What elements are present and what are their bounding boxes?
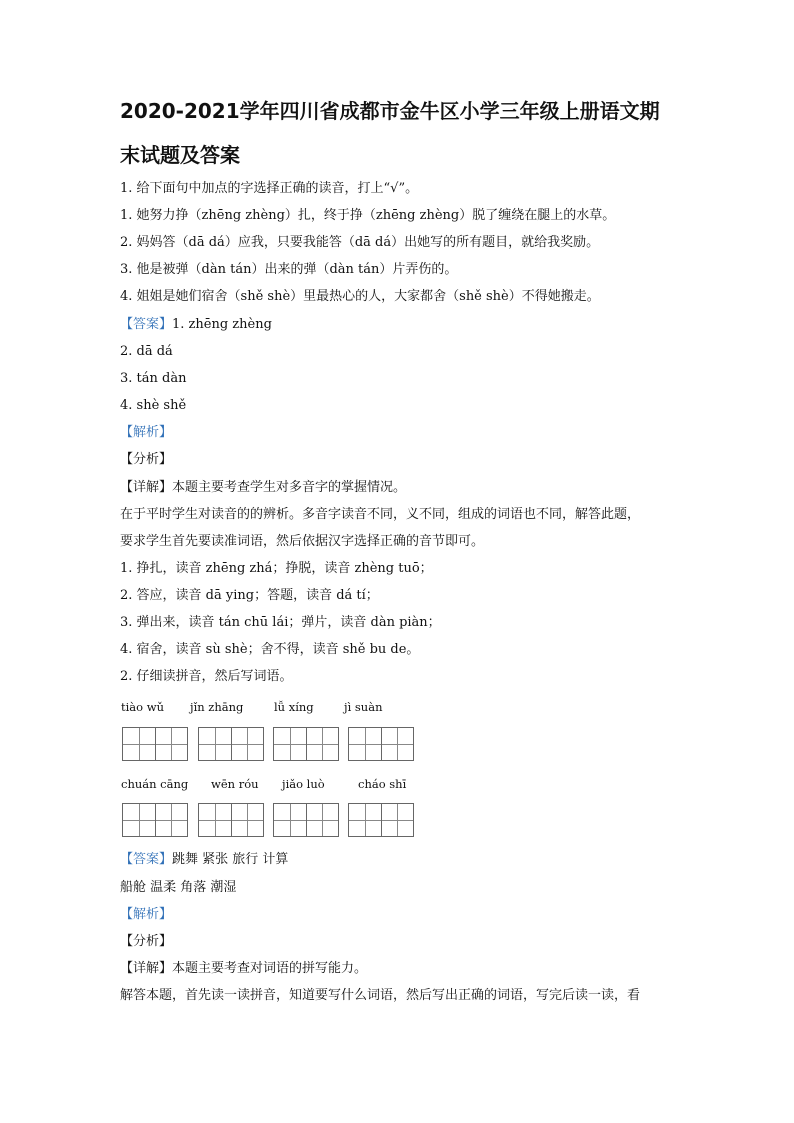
analysis-label: 【解析】: [120, 425, 173, 440]
fenxi-label: 【分析】: [120, 934, 173, 949]
pinyin-label: chuán cāng: [121, 777, 189, 791]
writing-box-group[interactable]: [348, 727, 414, 761]
analysis-label: 【解析】: [120, 907, 173, 922]
question-1-stem: 1. 给下面句中加点的字选择正确的读音，打上“√”。: [120, 181, 419, 196]
writing-box-group[interactable]: [198, 727, 264, 761]
writing-cell[interactable]: [307, 727, 340, 761]
writing-cell[interactable]: [382, 727, 415, 761]
writing-cell[interactable]: [348, 803, 382, 837]
pinyin-label: jǐn zhāng: [190, 700, 244, 714]
detail-text: 本题主要考查学生对多音字的掌握情况。: [172, 480, 407, 495]
writing-cell[interactable]: [232, 727, 265, 761]
writing-cell[interactable]: [307, 803, 340, 837]
writing-box-group[interactable]: [198, 803, 264, 837]
answer-4: 4. shè shě: [120, 398, 187, 413]
question-1-item-2: 2. 妈妈答（dā dá）应我，只要我能答（dā dá）出她写的所有题目，就给我奖励。: [120, 235, 600, 250]
writing-box-group[interactable]: [122, 803, 188, 837]
writing-cell[interactable]: [198, 727, 232, 761]
question-1-paragraph-1: 在于平时学生对读音的的辨析。多音字读音不同，义不同，组成的词语也不同，解答此题，: [120, 507, 641, 522]
answer-1: 1. zhēng zhèng: [172, 317, 272, 332]
detail-label: 【详解】: [120, 480, 173, 495]
question-1-note-1: 1. 挣扎，读音 zhēng zhá；挣脱，读音 zhèng tuō；: [120, 561, 433, 576]
question-1-answer: [120, 316, 272, 334]
answer-2: 2. dā dá: [120, 344, 173, 359]
fenxi-label: 【分析】: [120, 452, 173, 467]
writing-box-group[interactable]: [273, 727, 339, 761]
writing-cell[interactable]: [382, 803, 415, 837]
writing-cell[interactable]: [232, 803, 265, 837]
writing-cell[interactable]: [122, 803, 156, 837]
answer-label: 【答案】: [120, 852, 173, 867]
pinyin-label: tiào wǔ: [121, 700, 164, 714]
pinyin-label: wēn róu: [211, 777, 259, 791]
document-title-line2: 末试题及答案: [120, 143, 240, 167]
question-2-answer: [120, 851, 288, 869]
writing-box-group[interactable]: [348, 803, 414, 837]
detail-label: 【详解】: [120, 961, 173, 976]
detail-text: 本题主要考查对词语的拼写能力。: [172, 961, 368, 976]
question-2-stem: 2. 仔细读拼音，然后写词语。: [120, 669, 293, 684]
writing-cell[interactable]: [156, 727, 189, 761]
question-1-detail: [120, 479, 406, 497]
pinyin-label: lǚ xíng: [274, 700, 314, 714]
question-1-item-4: 4. 姐姐是她们宿舍（shě shè）里最热心的人，大家都舍（shě shè）不得她搬走。: [120, 289, 600, 304]
pinyin-label: jiǎo luò: [282, 777, 325, 791]
answer-words-1: 跳舞 紧张 旅行 计算: [172, 852, 289, 867]
question-2-paragraph-1: 解答本题，首先读一读拼音，知道要写什么词语，然后写出正确的词语，写完后读一读，看: [120, 988, 641, 1003]
writing-cell[interactable]: [122, 727, 156, 761]
writing-cell[interactable]: [198, 803, 232, 837]
answer-label: 【答案】: [120, 317, 173, 332]
question-1-item-1: 1. 她努力挣（zhēng zhèng）扎，终于挣（zhēng zhèng）脱了缠绕在腿上的水草。: [120, 208, 616, 223]
question-1-paragraph-2: 要求学生首先要读准词语，然后依据汉字选择正确的音节即可。: [120, 534, 485, 549]
writing-cell[interactable]: [156, 803, 189, 837]
pinyin-label: cháo shī: [358, 777, 407, 791]
question-1-note-4: 4. 宿舍，读音 sù shè；舍不得，读音 shě bu de。: [120, 642, 420, 657]
writing-box-group[interactable]: [273, 803, 339, 837]
pinyin-label: jì suàn: [344, 700, 383, 714]
writing-cell[interactable]: [273, 803, 307, 837]
question-2-detail: [120, 960, 367, 978]
writing-cell[interactable]: [348, 727, 382, 761]
question-1-item-3: 3. 他是被弹（dàn tán）出来的弹（dàn tán）片弄伤的。: [120, 262, 458, 277]
answer-words-2: 船舱 温柔 角落 潮湿: [120, 880, 237, 895]
writing-cell[interactable]: [273, 727, 307, 761]
answer-3: 3. tán dàn: [120, 371, 187, 386]
writing-box-group[interactable]: [122, 727, 188, 761]
question-1-note-3: 3. 弹出来，读音 tán chū lái；弹片，读音 dàn piàn；: [120, 615, 441, 630]
document-title-line1: 2020-2021学年四川省成都市金牛区小学三年级上册语文期: [120, 99, 660, 123]
question-1-note-2: 2. 答应，读音 dā ying；答题，读音 dá tí；: [120, 588, 379, 603]
